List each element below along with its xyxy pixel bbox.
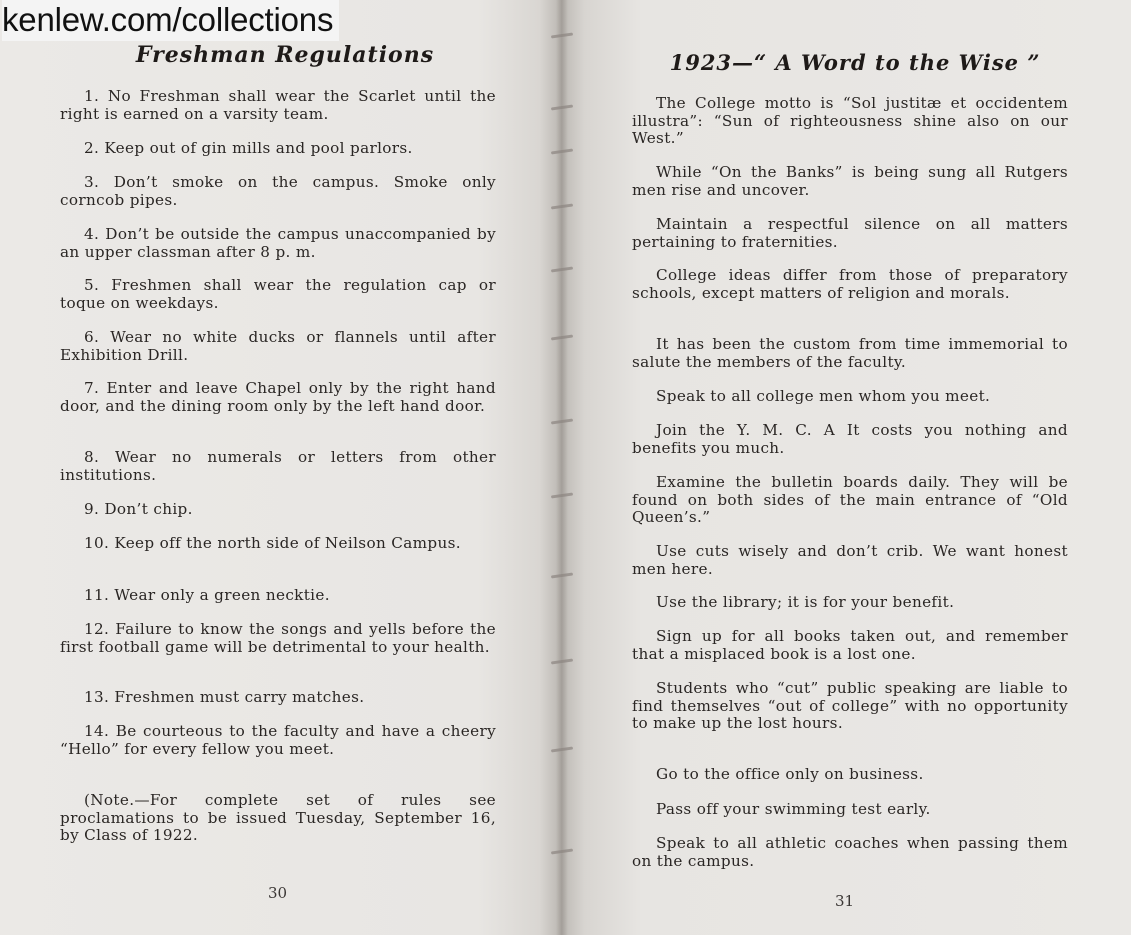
rule-item: 11. Wear only a green necktie. [84, 586, 330, 604]
rule-item: 13. Freshmen must carry matches. [84, 688, 365, 706]
right-page-title: 1923—“ A Word to the Wise ” [669, 50, 1041, 75]
rule-item: 3. Don’t smoke on the campus. Smoke only corncob pipes. [60, 173, 496, 209]
page-number-left: 30 [268, 884, 288, 902]
advice-paragraph: Pass off your swimming test early. [656, 800, 931, 818]
advice-paragraph: College ideas differ from those of preparatory schools, except matters of religion and morals. [632, 266, 1068, 302]
advice-paragraph: It has been the custom from time immemorial to salute the members of the faculty. [632, 335, 1068, 371]
advice-paragraph: Use the library; it is for your benefit. [656, 593, 955, 611]
rule-item: 12. Failure to know the songs and yells before the first football game will be detrimental to your health. [60, 620, 496, 656]
note-paragraph: (Note.—For complete set of rules see proclamations to be issued Tuesday, September 16, by Class of 1922. [60, 791, 496, 844]
rule-item: 5. Freshmen shall wear the regulation cap or toque on weekdays. [60, 276, 496, 312]
watermark-url: kenlew.com/collections [2, 0, 339, 41]
rule-item: 10. Keep off the north side of Neilson Campus. [84, 534, 461, 552]
advice-paragraph: Speak to all athletic coaches when passing them on the campus. [632, 834, 1068, 870]
advice-paragraph: Examine the bulletin boards daily. They will be found on both sides of the main entrance of “Old Queen’s.” [632, 473, 1068, 526]
rule-item: 4. Don’t be outside the campus unaccompanied by an upper classman after 8 p. m. [60, 225, 496, 261]
page-number-right: 31 [835, 892, 855, 910]
rule-item: 7. Enter and leave Chapel only by the right hand door, and the dining room only by the left hand door. [60, 379, 496, 415]
advice-paragraph: Speak to all college men whom you meet. [656, 387, 991, 405]
advice-paragraph: Maintain a respectful silence on all matters pertaining to fraternities. [632, 215, 1068, 251]
left-page-title: Freshman Regulations [135, 42, 435, 68]
advice-paragraph: Join the Y. M. C. A It costs you nothing and benefits you much. [632, 421, 1068, 457]
rule-item: 8. Wear no numerals or letters from other institutions. [60, 448, 496, 484]
advice-paragraph: Use cuts wisely and don’t crib. We want honest men here. [632, 542, 1068, 578]
advice-paragraph: While “On the Banks” is being sung all Rutgers men rise and uncover. [632, 163, 1068, 199]
rule-item: 9. Don’t chip. [84, 500, 193, 518]
rule-item: 6. Wear no white ducks or flannels until after Exhibition Drill. [60, 328, 496, 364]
rule-item: 14. Be courteous to the faculty and have a cheery “Hello” for every fellow you meet. [60, 722, 496, 758]
advice-paragraph: The College motto is “Sol justitæ et occidentem illustra”: “Sun of righteousness shine also on our West.” [632, 94, 1068, 147]
advice-paragraph: Students who “cut” public speaking are liable to find themselves “out of college” with no opportunity to make up the lost hours. [632, 679, 1068, 732]
book-gutter [556, 0, 568, 935]
advice-paragraph: Sign up for all books taken out, and remember that a misplaced book is a lost one. [632, 627, 1068, 663]
rule-item: 1. No Freshman shall wear the Scarlet until the right is earned on a varsity team. [60, 87, 496, 123]
rule-item: 2. Keep out of gin mills and pool parlors. [84, 139, 413, 157]
advice-paragraph: Go to the office only on business. [656, 765, 924, 783]
